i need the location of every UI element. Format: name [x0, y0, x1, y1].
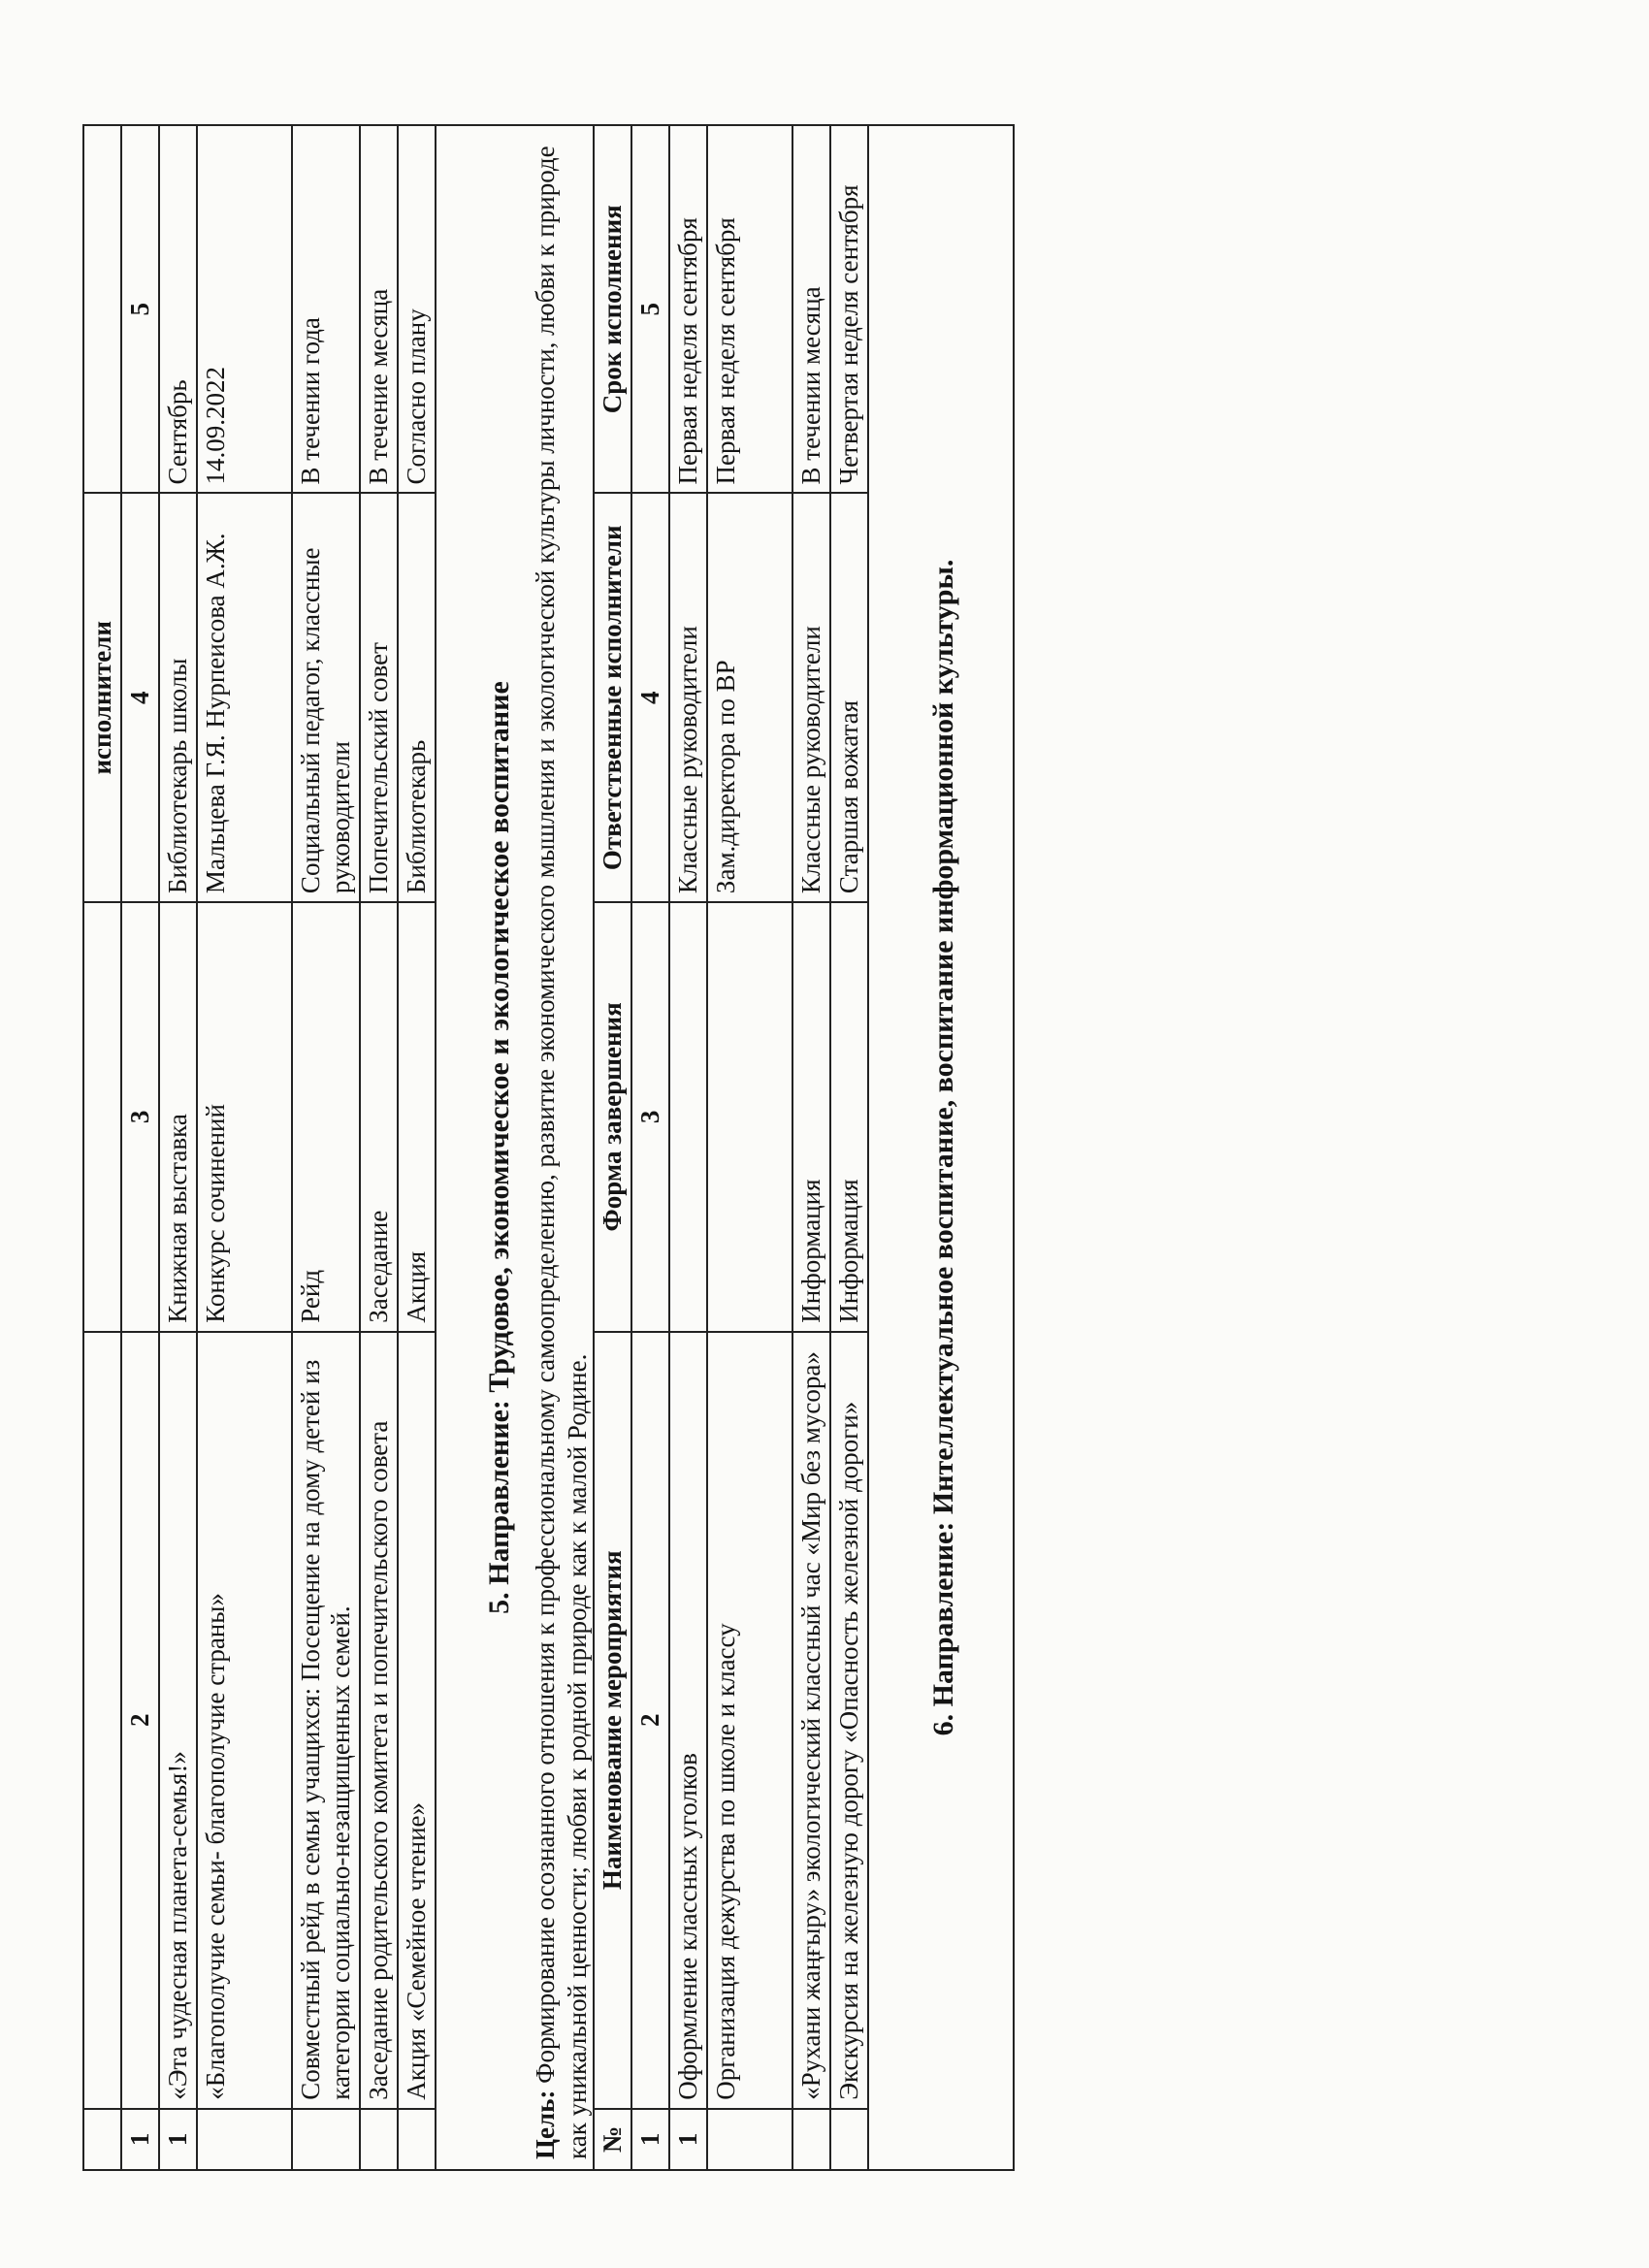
table-header-row [594, 125, 631, 2170]
column-numbers-row: 1 2 3 4 5 [121, 125, 159, 2170]
header-number: № [594, 2109, 631, 2170]
table-row: Акция «Семейное чтение» Акция Библиотекарь Согласно плану [398, 125, 436, 2170]
section-5-title: 5. Направление: Трудовое, экономическое и экологическое воспитание [483, 681, 516, 1614]
table-header-row [83, 125, 121, 2170]
table-row: 1 Оформление классных уголков Классные руководители Первая неделя сентября [669, 125, 707, 2170]
header-completion-form: Форма завершения [594, 902, 631, 1332]
table-row: Организация дежурства по школе и классу Зам.директора по ВР Первая неделя сентября [707, 125, 792, 2170]
section-6-block [869, 124, 1015, 2171]
section-6-title: 6. Направление: Интеллектуальное воспитание, воспитание информационной культуры. [927, 559, 960, 1736]
header-deadline: Срок исполнения [594, 125, 631, 493]
labor-table [593, 124, 869, 2171]
table-row: 1 «Эта чудесная планета-семья!» Книжная выставка Библиотекарь школы Сентябрь [159, 125, 197, 2170]
goal-text: Формирование осознанного отношения к профессиональному самоопределению, развитие экономического мышления и экологической культуры личности, любви к природе как уникальной ценности; любви к родной природе как к малой Родине. [531, 146, 592, 2159]
header-event-name: Наименование мероприятия [594, 1332, 631, 2109]
table-row: «Рухани жаңғыру» экологический классный час «Мир без мусора» Информация Классные руководители В течении месяца [792, 125, 830, 2170]
goal-label: Цель: [531, 2090, 561, 2159]
family-table [82, 124, 436, 2171]
table-row: «Благополучие семьи- благополучие страны» Конкурс сочинений Мальцева Г.Я. Нурпеисова А.Ж. 14.09.2022 [197, 125, 292, 2170]
table-row: Совместный рейд в семьи учащихся: Посещение на дому детей из категории социально-незащищенных семей. Рейд Социальный педагог, классные руководители В течении года [292, 125, 360, 2170]
section-5-block [436, 124, 593, 2171]
table-row: Заседание родительского комитета и попечительского совета Заседание Попечительский совет В течение месяца [360, 125, 398, 2170]
column-numbers-row: 1 2 3 4 5 [631, 125, 669, 2170]
section-5-goal [530, 126, 593, 2169]
page-frame [82, 124, 1576, 2171]
header-responsible: Ответственные исполнители [594, 493, 631, 902]
header-responsible: исполнители [83, 493, 121, 902]
table-row: Экскурсия на железную дорогу «Опасность железной дороги» Информация Старшая вожатая Четвертая неделя сентября [830, 125, 868, 2170]
